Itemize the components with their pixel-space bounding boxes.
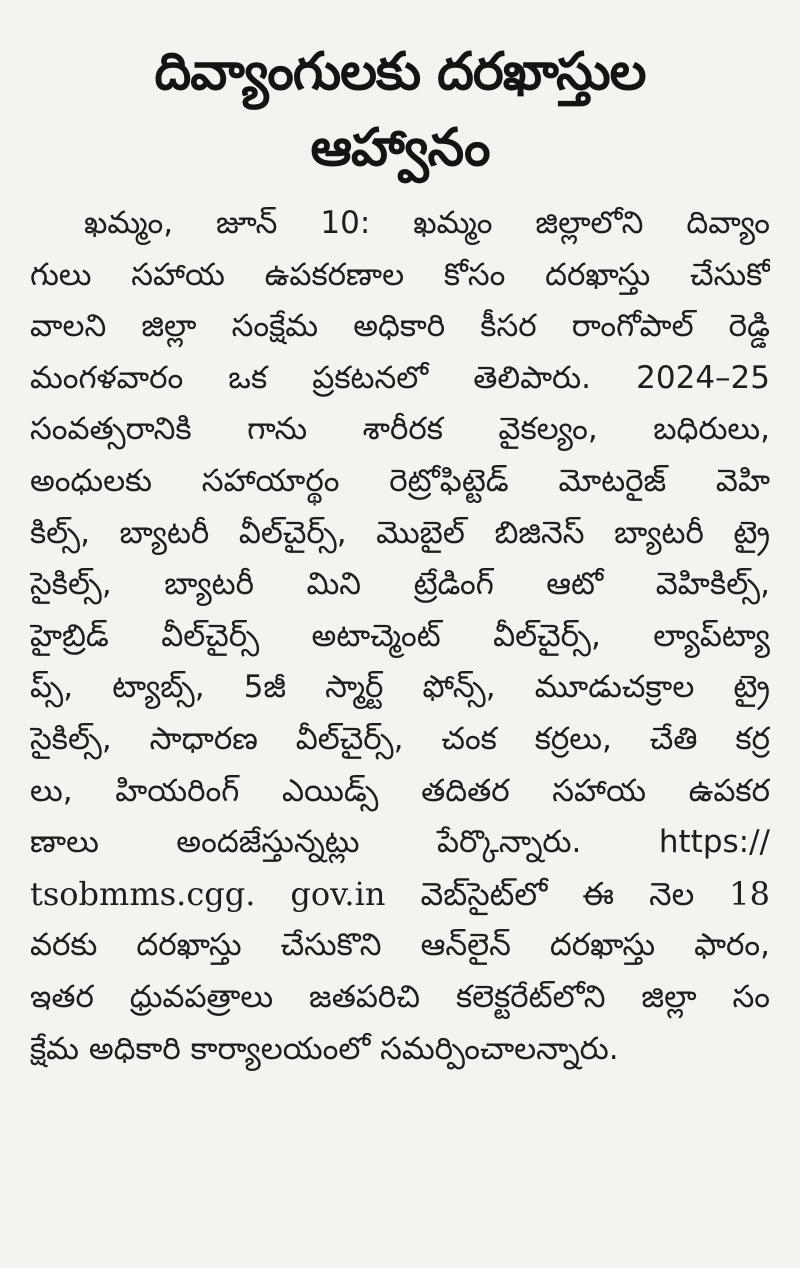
headline (30, 34, 770, 186)
body-line: గులు సహాయ ఉపకరణాల కోసం దరఖాస్తు చేసుకో (30, 256, 770, 293)
body-line: ఇతర ధ్రువపత్రాలు జతపరిచి కలెక్టరేట్‌లోని జిల్లా సం (30, 978, 770, 1015)
article-body (30, 198, 770, 1075)
body-line: సంవత్సరానికి గాను శారీరక వైకల్యం, బధిరులు, (30, 411, 770, 448)
body-line: సైకిల్స్, సాధారణ వీల్‌చైర్స్, చంక కర్రలు, చేతి కర్ర (30, 720, 770, 757)
headline-line-2: ఆహ్వానం (310, 118, 490, 178)
body-line: tsobmms.cgg. gov.in వెబ్‌సైట్‌లో ఈ నెల 18 (30, 874, 770, 913)
body-line: వరకు దరఖాస్తు చేసుకొని ఆన్‌లైన్ దరఖాస్తు ఫారం, (30, 927, 770, 964)
body-line: ఖమ్మం, జూన్ 10: ఖమ్మం జిల్లాలోని దివ్యాం (84, 205, 770, 241)
body-line: లు, హియరింగ్ ఎయిడ్స్ తదితర సహాయ ఉపకర (30, 772, 770, 809)
body-line: ప్స్, ట్యాబ్స్, 5జీ స్మార్ట్ ఫోన్స్, మూడుచక్రాల ట్రై (30, 669, 770, 706)
body-line: కిల్స్, బ్యాటరీ వీల్‌చైర్స్, మొబైల్ బిజినెస్ బ్యాటరీ ట్రై (30, 514, 770, 551)
body-line: హైబ్రిడ్ వీల్‌చైర్స్ అటాచ్మెంట్ వీల్‌చైర్స్, ల్యాప్‌ట్యా (30, 617, 770, 654)
body-line: ణాలు అందజేస్తున్నట్లు పేర్కొన్నారు. https:// (30, 824, 770, 861)
body-line: క్షేమ అధికారి కార్యాలయంలో సమర్పించాలన్నారు. (30, 1030, 619, 1067)
body-line: మంగళవారం ఒక ప్రకటనలో తెలిపారు. 2024–25 (30, 359, 770, 396)
body-line: సైకిల్స్, బ్యాటరీ మిని ట్రేడింగ్ ఆటో వెహికిల్స్, (30, 566, 770, 603)
body-line: వాలని జిల్లా సంక్షేమ అధికారి కీసర రాంగోపాల్ రెడ్డి (30, 308, 770, 345)
headline-line-1: దివ్యాంగులకు దరఖాస్తుల (154, 42, 646, 102)
body-line: అంధులకు సహాయార్థం రెట్రోఫిట్టెడ్ మోటరైజ్ వెహి (30, 462, 770, 499)
